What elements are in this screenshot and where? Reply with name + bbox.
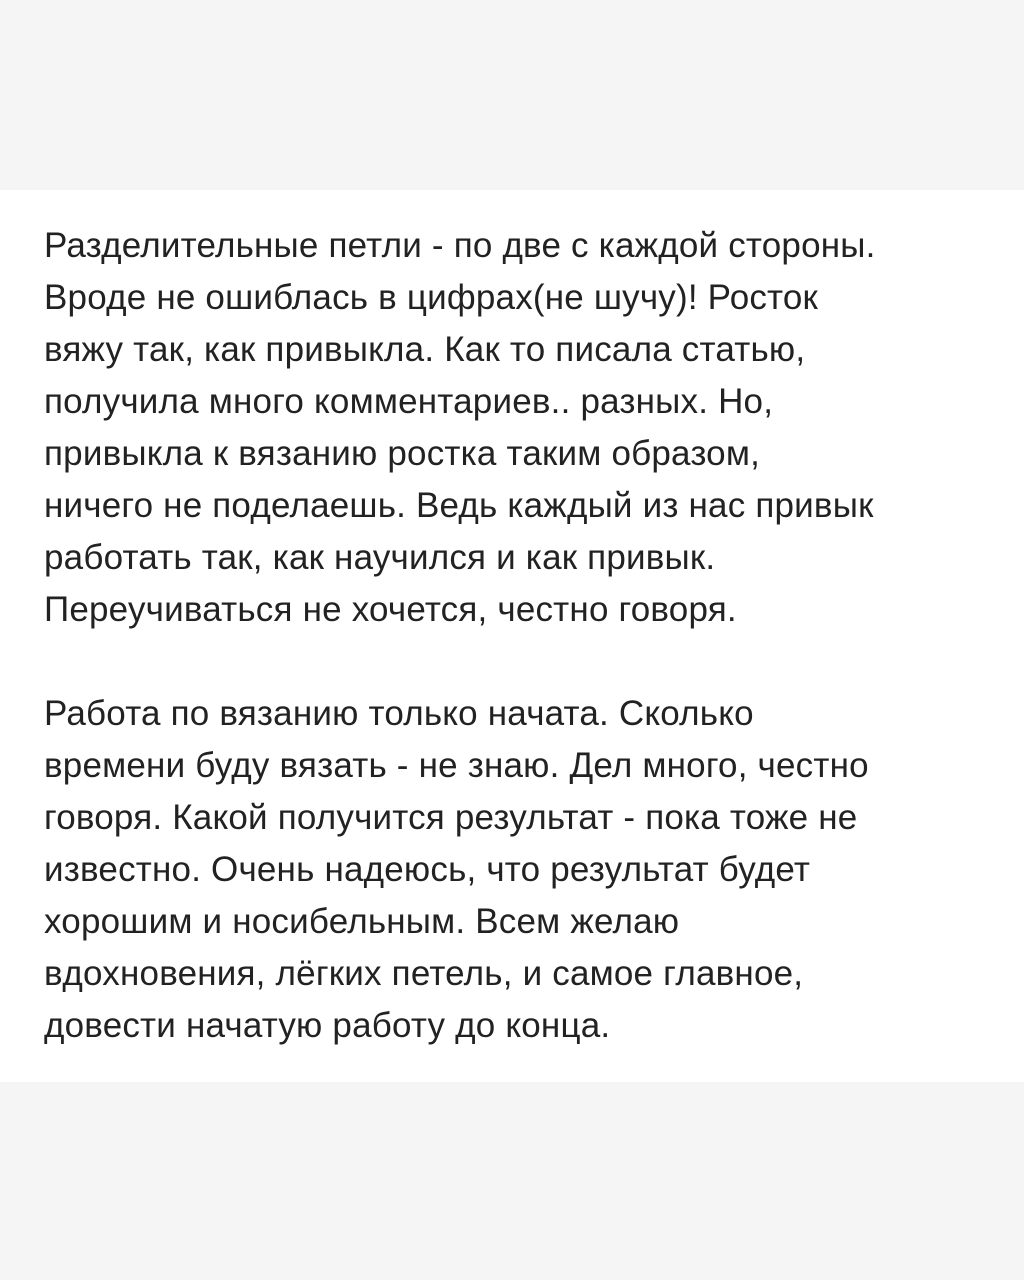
paragraph-1-line: ничего не поделаешь. Ведь каждый из нас привык (44, 486, 874, 525)
article-text-card (0, 190, 1024, 1082)
paragraph-1 (44, 220, 978, 636)
paragraph-2-line: времени буду вязать - не знаю. Дел много, честно (44, 746, 869, 785)
paragraph-2-line: Работа по вязанию только начата. Сколько (44, 694, 754, 733)
paragraph-2-line: вдохновения, лёгких петель, и самое главное, (44, 954, 804, 993)
paragraph-1-line: привыкла к вязанию ростка таким образом, (44, 434, 761, 473)
paragraph-1-line: работать так, как научился и как привык. (44, 538, 716, 577)
top-margin-strip (0, 0, 1024, 190)
paragraph-2 (44, 688, 978, 1052)
paragraph-1-line: Переучиваться не хочется, честно говоря. (44, 590, 737, 629)
paragraph-2-line: известно. Очень надеюсь, что результат будет (44, 850, 811, 889)
bottom-margin-strip (0, 1082, 1024, 1280)
paragraph-1-line: получила много комментариев.. разных. Но, (44, 382, 774, 421)
paragraph-2-line: довести начатую работу до конца. (44, 1006, 611, 1045)
paragraph-2-line: говоря. Какой получится результат - пока тоже не (44, 798, 858, 837)
paragraph-1-line: вяжу так, как привыкла. Как то писала статью, (44, 330, 806, 369)
paragraph-1-line: Вроде не ошиблась в цифрах(не шучу)! Росток (44, 278, 819, 317)
paragraph-2-line: хорошим и носибельным. Всем желаю (44, 902, 680, 941)
article-text-block (0, 190, 1024, 1052)
paragraph-1-line: Разделительные петли - по две с каждой стороны. (44, 226, 876, 265)
